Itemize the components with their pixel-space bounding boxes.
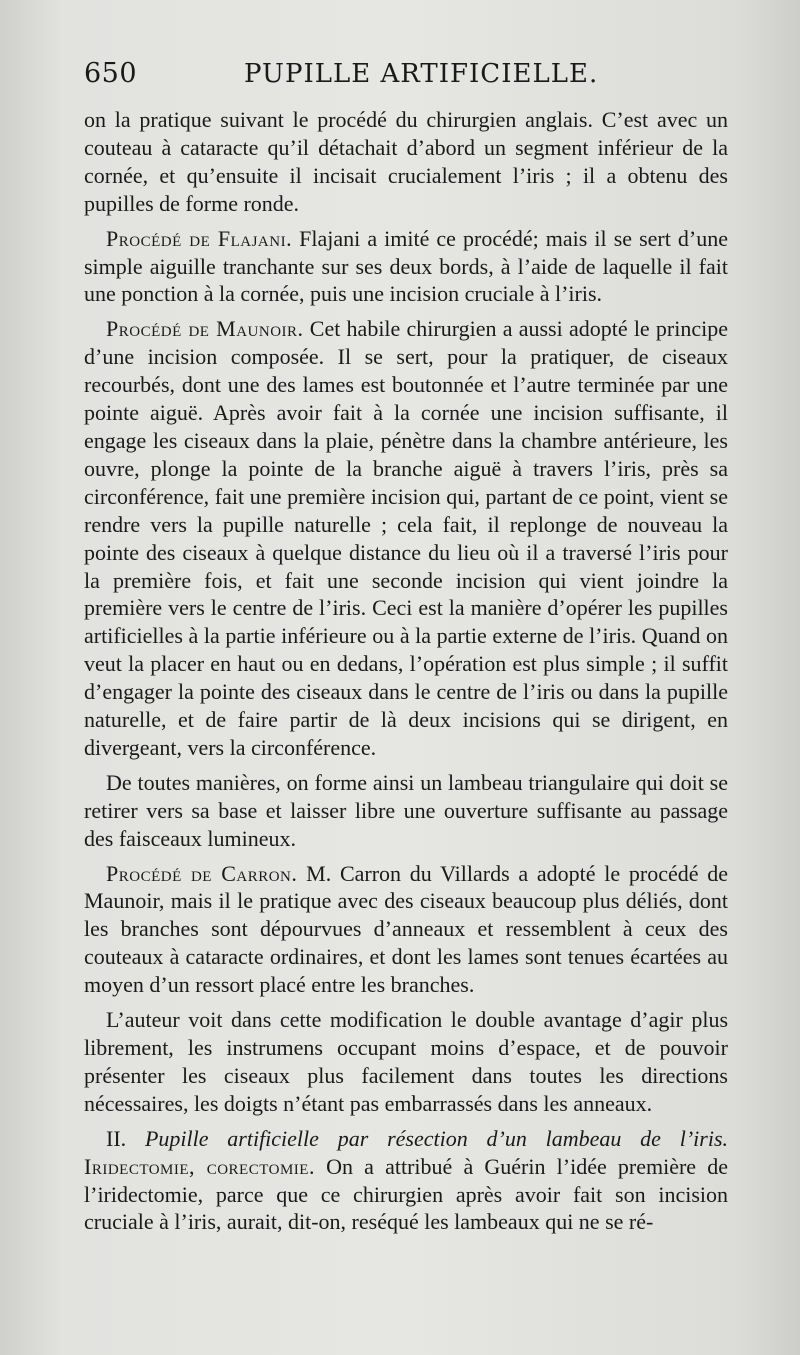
paragraph <box>84 1125 728 1237</box>
paragraph-text: On a attribué à Guérin l’idée première de l’iridectomie, parce que ce chirurgien après avoir fait son incision cruciale à l’iris, aurait, dit-on, reséqué les lambeaux qui ne se ré- <box>84 1153 729 1235</box>
paragraph-text: Flajani a imité ce procédé; mais il se sert d’une simple aiguille tranchante sur ses deux bords, à l’aide de laquelle il fait une ponction à la cornée, puis une incision cruciale à l’iris. <box>84 225 728 307</box>
body-text <box>84 106 728 1236</box>
paragraph-text: L’auteur voit dans cette modification le double avantage d’agir plus librement, les instrumens occupant moins d’espace, et de pouvoir présenter les ciseaux plus facilement dans toutes les directions nécessaires, les doigts n’étant pas embarrassés dans les anneaux. <box>84 1007 728 1116</box>
section-heading: Iridectomie, corectomie. <box>84 1153 315 1179</box>
paragraph <box>84 769 728 853</box>
section-heading: Procédé de Carron. <box>106 860 298 886</box>
page-header <box>84 58 728 104</box>
paragraph <box>84 1006 728 1118</box>
section-italic-title: Pupille artificielle par résection d’un lambeau de l’iris. <box>144 1125 729 1151</box>
page-number: 650 <box>84 58 138 89</box>
paragraph <box>84 106 728 218</box>
section-numeral: II. <box>106 1125 127 1151</box>
paragraph <box>84 860 728 1000</box>
section-heading: Procédé de Maunoir. <box>106 316 304 342</box>
paragraph-text: De toutes manières, on forme ainsi un lambeau triangulaire qui doit se retirer vers sa base et laisser libre une ouverture suffisante au passage des faisceaux lumineux. <box>84 769 728 851</box>
paragraph-text: M. Carron du Villards a adopté le procédé de Maunoir, mais il le pratique avec des ciseaux beaucoup plus déliés, dont les branches sont dépourvues d’anneaux et ressemblent à ceux des couteaux à cataracte ordinaires, et dont les lames sont tenues écartées au moyen d’un ressort placé entre les branches. <box>84 860 729 998</box>
section-heading: Procédé de Flajani. <box>106 225 293 251</box>
paragraph-text: Cet habile chirurgien a aussi adopté le principe d’une incision composée. Il se sert, pour la pratiquer, de ciseaux recourbés, dont une des lames est boutonnée et l’autre terminée par une pointe aiguë. Après avoir fait à la cornée une incision suffisante, il engage les ciseaux dans la plaie, pénètre dans la chambre antérieure, les ouvre, plonge la pointe de la branche aiguë à travers l’iris, près sa circonférence, fait une première incision qui, partant de ce point, vient se rendre vers la pupille naturelle ; cela fait, il replonge de nouveau la pointe des ciseaux à quelque distance du lieu où il a traversé l’iris pour la première fois, et fait une seconde incision qui vient joindre la première vers le centre de l’iris. Ceci est la manière d’opérer les pupilles artificielles à la partie inférieure ou à la partie externe de l’iris. Quand on veut la placer en haut ou en dedans, l’opération est plus simple ; il suffit d’engager la pointe des ciseaux dans le centre de l’iris ou dans la pupille naturelle, et de faire partir de là deux incisions qui se dirigent, en divergeant, vers la circonférence. <box>84 316 728 760</box>
paragraph <box>84 225 728 309</box>
paragraph-text: on la pratique suivant le procédé du chirurgien anglais. C’est avec un couteau à cataracte qu’il détachait d’abord un segment inférieur de la cornée, et qu’ensuite il incisait crucialement l’iris ; il a obtenu des pupilles de forme ronde. <box>84 107 728 216</box>
running-title: PUPILLE ARTIFICIELLE. <box>244 59 599 89</box>
paragraph <box>84 315 728 762</box>
